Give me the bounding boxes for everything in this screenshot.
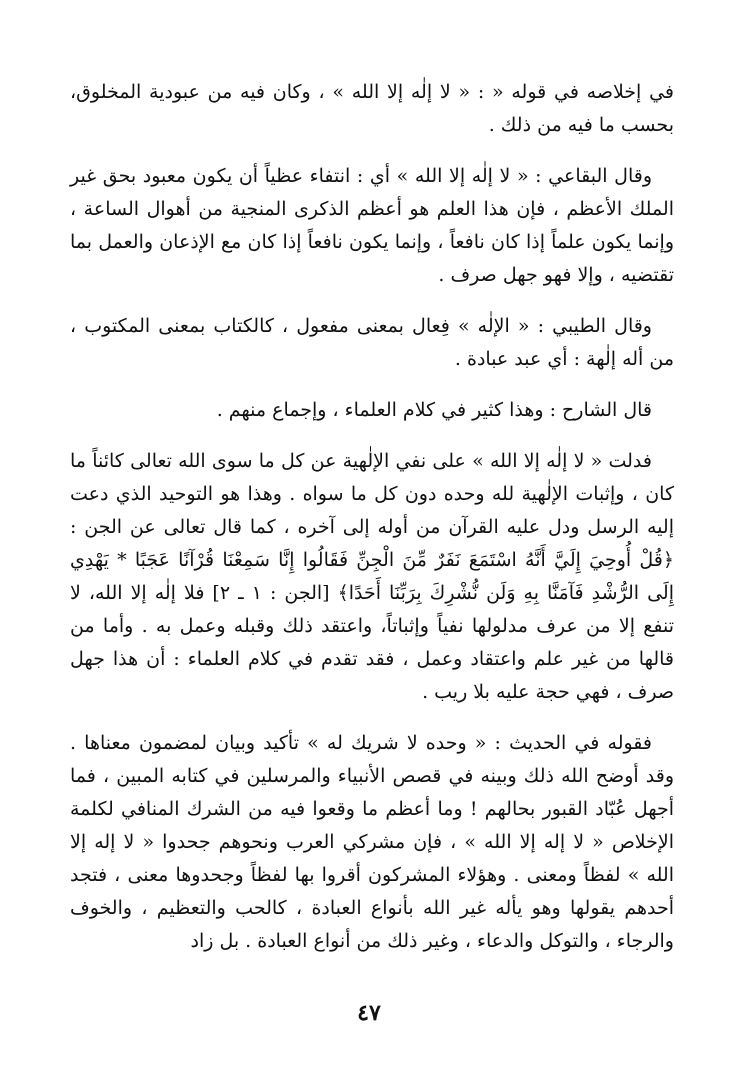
page-body [70,76,674,976]
paragraph-4: قال الشارح : وهذا كثير في كلام العلماء ، وإجماع منهم . [216,399,652,421]
paragraph-2: وقال البقاعي : « لا إلٰه إلا الله » أي : انتفاء عظياً أن يكون معبود بحق غير الملك الأعظم ، فإن هذا العلم هو أعظم الذكرى المنجية من أهوال الساعة ، وإنما يكون علماً إذا كان نافعاً ، وإنما يكون نافعاً إذا كان مع الإذعان والعمل بما تقتضيه ، وإلا فهو جهل صرف . [70,165,674,286]
paragraph-1: في إخلاصه في قوله « : « لا إلٰه إلا الله » ، وكان فيه من عبودية المخلوق، بحسب ما فيه من ذلك . [70,81,674,136]
paragraph-6: فقوله في الحديث : « وحده لا شريك له » تأكيد وبيان لمضمون معناها . وقد أوضح الله ذلك وبينه في قصص الأنبياء والمرسلين في كتابه المبين ، فما أجهل عُبّاد القبور بحالهم ! وما أعظم ما وقعوا فيه من الشرك المنافي لكلمة الإخلاص « لا إله إلا الله » ، فإن مشركي العرب ونحوهم جحدوا « لا إله إلا الله » لفظاً ومعنى . وهؤلاء المشركون أقروا بها لفظاً وجحدوها معنى ، فتجد أحدهم يقولها وهو يأله غير الله بأنواع العبادة ، كالحب والتعظيم ، والخوف والرجاء ، والتوكل والدعاء ، وغير ذلك من أنواع العبادة . بل زاد [70,732,674,952]
paragraph-5: فدلت « لا إلٰه إلا الله » على نفي الإلٰهية عن كل ما سوى الله تعالى كائناً ما كان ، وإثبات الإلٰهية لله وحده دون كل ما سواه . وهذا هو التوحيد الذي دعت إليه الرسل ودل عليه القرآن من أوله إلى آخره ، كما قال تعالى عن الجن : ﴿قُلْ أُوحِيَ إِلَيَّ أَنَّهُ اسْتَمَعَ نَفَرٌ مِّنَ الْجِنِّ فَقَالُوا إِنَّا سَمِعْنَا قُرْآنًا عَجَبًا * يَهْدِي إِلَى الرُّشْدِ فَآمَنَّا بِهِ وَلَن نُّشْرِكَ بِرَبِّنَا أَحَدًا﴾ [الجن : ١ ـ ٢] فلا إلٰه إلا الله، لا تنفع إلا من عرف مدلولها نفياً وإثباتاً، واعتقد ذلك وقبله وعمل به . وأما من قالها من غير علم واعتقاد وعمل ، فقد تقدم في كلام العلماء : أن هذا جهل صرف ، فهي حجة عليه بلا ريب . [70,450,674,703]
paragraph-3: وقال الطيبي : « الإلٰه » فِعال بمعنى مفعول ، كالكتاب بمعنى المكتوب ، من أله إلٰهة : أي عبد عبادة . [70,315,674,370]
page-number: ٤٧ [357,1000,381,1026]
